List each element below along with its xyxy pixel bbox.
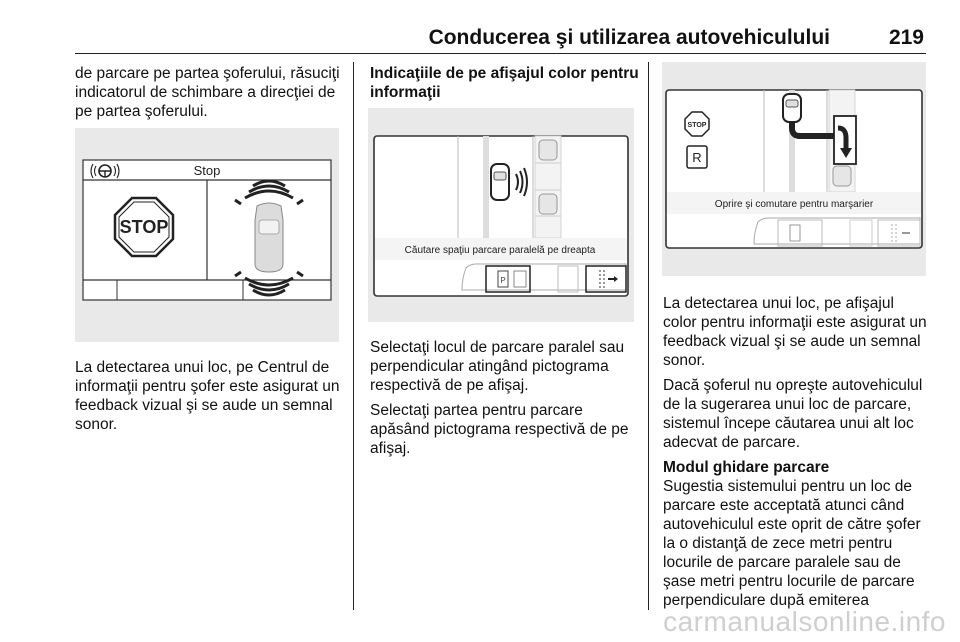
- parallel-search-figure: [368, 108, 634, 322]
- small-stop-label: STOP: [687, 122, 707, 129]
- parking-mode-selector: [754, 218, 920, 246]
- left-intro-text: de parcare pe partea şoferului, răsuciţi indicatorul de schimbare a direcţiei de pe partea şoferului.: [75, 65, 340, 120]
- watermark: carmanualsonline.info: [663, 606, 946, 637]
- page-number: 219: [888, 26, 924, 49]
- parallel-search-display: [368, 108, 634, 322]
- right-paragraph-1: La detectarea unui loc, pe afişajul color pentru informaţii este asigurat un feedback vizual şi se aude un semnal sonor.: [663, 295, 927, 369]
- middle-paragraph-1: Selectaţi locul de parcare paralel sau perpendicular atingând pictograma respectivă de pe afişaj.: [370, 339, 625, 394]
- right-paragraph-2: Dacă şoferul nu opreşte autovehiculul de la sugerarea unui loc de parcare, sistemul începe căutarea unui alt loc adecvat de parcare.: [663, 377, 923, 451]
- svg-text:P: P: [500, 276, 506, 285]
- column-divider-right: [648, 62, 649, 610]
- right-paragraphs: [663, 294, 929, 610]
- parking-mode-selector: [462, 264, 626, 292]
- subsection-heading: Modul ghidare parcare: [663, 459, 830, 476]
- header-rule: [75, 53, 926, 54]
- figure-stop-title: Stop: [193, 163, 221, 178]
- right-subparagraph: Sugestia sistemului pentru un loc de parcare este acceptată atunci când autovehiculul este oprit de către şofer la o distanţă de zece metri pentru locurile de parcare paralele sau de şase metri pentru locurile de parcare perpendiculare după emiterea: [663, 478, 921, 609]
- section-heading: Indicaţiile de pe afişajul color pentru informaţii: [370, 65, 639, 101]
- stop-reverse-figure: [662, 62, 926, 276]
- stop-sign-label: STOP: [119, 217, 169, 237]
- driver-info-center-figure: [75, 128, 339, 342]
- reverse-label: R: [692, 150, 702, 165]
- stop-reverse-display: [662, 62, 926, 276]
- stop-sign-icon: [115, 198, 173, 256]
- middle-paragraph-2: Selectaţi partea pentru parcare apăsând pictograma respectivă de pe afişaj.: [370, 402, 629, 457]
- left-paragraph: La detectarea unui loc, pe Centrul de informaţii pentru şofer este asigurat un feedback vizual şi se aude un semnal sonor.: [75, 359, 340, 433]
- ego-car-icon: [783, 94, 801, 122]
- figure-search-caption: Căutare spaţiu parcare paralelă pe dreapta: [404, 245, 596, 256]
- column-divider-left: [353, 62, 354, 610]
- reverse-gear-icon: [687, 146, 707, 168]
- middle-paragraphs: [370, 338, 640, 464]
- figure-reverse-caption: Oprire şi comutare pentru marşarier: [714, 199, 874, 210]
- small-stop-sign-icon: [685, 112, 709, 136]
- page-title: Conducerea şi utilizarea autovehiculului: [428, 26, 830, 49]
- ego-car-icon: [491, 164, 509, 200]
- driver-info-center-display: [75, 128, 339, 342]
